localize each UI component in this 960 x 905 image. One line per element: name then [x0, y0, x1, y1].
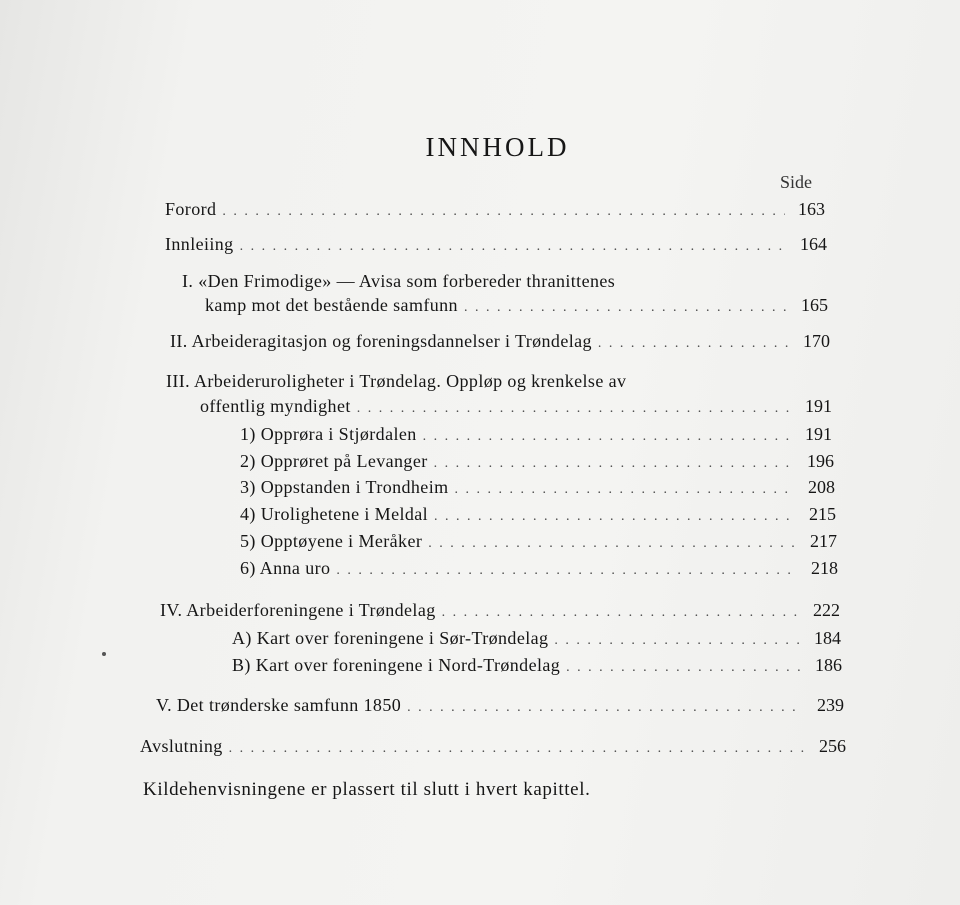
dot-leader: [442, 605, 800, 621]
toc-page-number: 196: [807, 451, 834, 471]
toc-entry-title: A) Kart over foreningene i Sør-Trøndelag: [232, 628, 549, 648]
dot-leader: [423, 429, 792, 445]
toc-subentry-4: [240, 504, 836, 525]
toc-entry-forord: [165, 199, 825, 220]
toc-chapter-1-line1: I. «Den Frimodige» — Avisa som forbereder thranittenes: [182, 271, 616, 291]
dot-leader: [464, 300, 788, 316]
toc-page-number: 186: [815, 655, 842, 675]
toc-entry-innleiing: [165, 234, 827, 255]
toc-entry-title: offentlig myndighet: [200, 396, 351, 416]
dot-leader: [598, 336, 790, 352]
dot-leader: [240, 239, 787, 255]
toc-page-number: 184: [814, 628, 841, 648]
paper-speck: [102, 652, 106, 656]
dot-leader: [554, 633, 801, 649]
toc-entry-chapter-4: [160, 600, 840, 621]
toc-page-number: 163: [798, 199, 825, 219]
dot-leader: [428, 536, 797, 552]
dot-leader: [229, 741, 806, 757]
toc-entry-title: B) Kart over foreningene i Nord-Trøndelag: [232, 655, 561, 675]
toc-page-number: 239: [817, 695, 844, 715]
toc-page-number: 222: [813, 600, 840, 620]
dot-leader: [455, 482, 795, 498]
toc-entry-title: Innleiing: [165, 234, 234, 254]
toc-entry-chapter-3: [200, 396, 832, 417]
toc-page-number: 191: [805, 424, 832, 444]
toc-entry-title: Forord: [165, 199, 217, 219]
toc-page-number: 218: [811, 558, 838, 578]
toc-entry-title: 1) Opprøra i Stjørdalen: [240, 424, 417, 444]
toc-entry-title: kamp mot det bestående samfunn: [205, 295, 458, 315]
toc-subentry-1: [240, 424, 832, 445]
toc-page-number: 164: [800, 234, 827, 254]
toc-page-number: 217: [810, 531, 837, 551]
toc-entry-title: V. Det trønderske samfunn 1850: [156, 695, 402, 715]
page-title: INNHOLD: [425, 132, 570, 162]
toc-page-number: 165: [801, 295, 828, 315]
toc-entry-title: II. Arbeideragitasjon og foreningsdannelser i Trøndelag: [170, 331, 592, 351]
dot-leader: [222, 204, 785, 220]
toc-entry-title: Avslutning: [140, 736, 223, 756]
footer-note: Kildehenvisningene er plassert til slutt i hvert kapittel.: [143, 779, 591, 800]
dot-leader: [434, 456, 794, 472]
dot-leader: [336, 563, 798, 579]
toc-entry-title: 2) Opprøret på Levanger: [240, 451, 428, 471]
toc-subentry-a: [232, 628, 841, 649]
toc-page-number: 170: [803, 331, 830, 351]
toc-entry-title: 3) Oppstanden i Trondheim: [240, 477, 449, 497]
toc-page-number: 208: [808, 477, 835, 497]
toc-page-number: 256: [819, 736, 846, 756]
toc-chapter-3-line1: III. Arbeideruroligheter i Trøndelag. Oppløp og krenkelse av: [166, 371, 627, 391]
toc-entry-title: 4) Urolighetene i Meldal: [240, 504, 429, 524]
toc-subentry-2: [240, 451, 834, 472]
page-column-header: Side: [780, 172, 813, 192]
toc-entry-title: IV. Arbeiderforeningene i Trøndelag: [160, 600, 436, 620]
toc-entry-chapter-1: [205, 295, 828, 316]
toc-page-number: 191: [805, 396, 832, 416]
dot-leader: [566, 660, 802, 676]
toc-entry-chapter-5: [156, 695, 844, 716]
toc-entry-title: 6) Anna uro: [240, 558, 331, 578]
toc-subentry-6: [240, 558, 838, 579]
toc-entry-chapter-2: [170, 331, 830, 352]
toc-entry-title: 5) Opptøyene i Meråker: [240, 531, 423, 551]
toc-page-number: 215: [809, 504, 836, 524]
toc-entry-avslutning: [140, 736, 846, 757]
toc-subentry-5: [240, 531, 837, 552]
toc-subentry-3: [240, 477, 835, 498]
dot-leader: [407, 700, 804, 716]
dot-leader: [434, 509, 796, 525]
dot-leader: [357, 401, 792, 417]
toc-subentry-b: [232, 655, 842, 676]
